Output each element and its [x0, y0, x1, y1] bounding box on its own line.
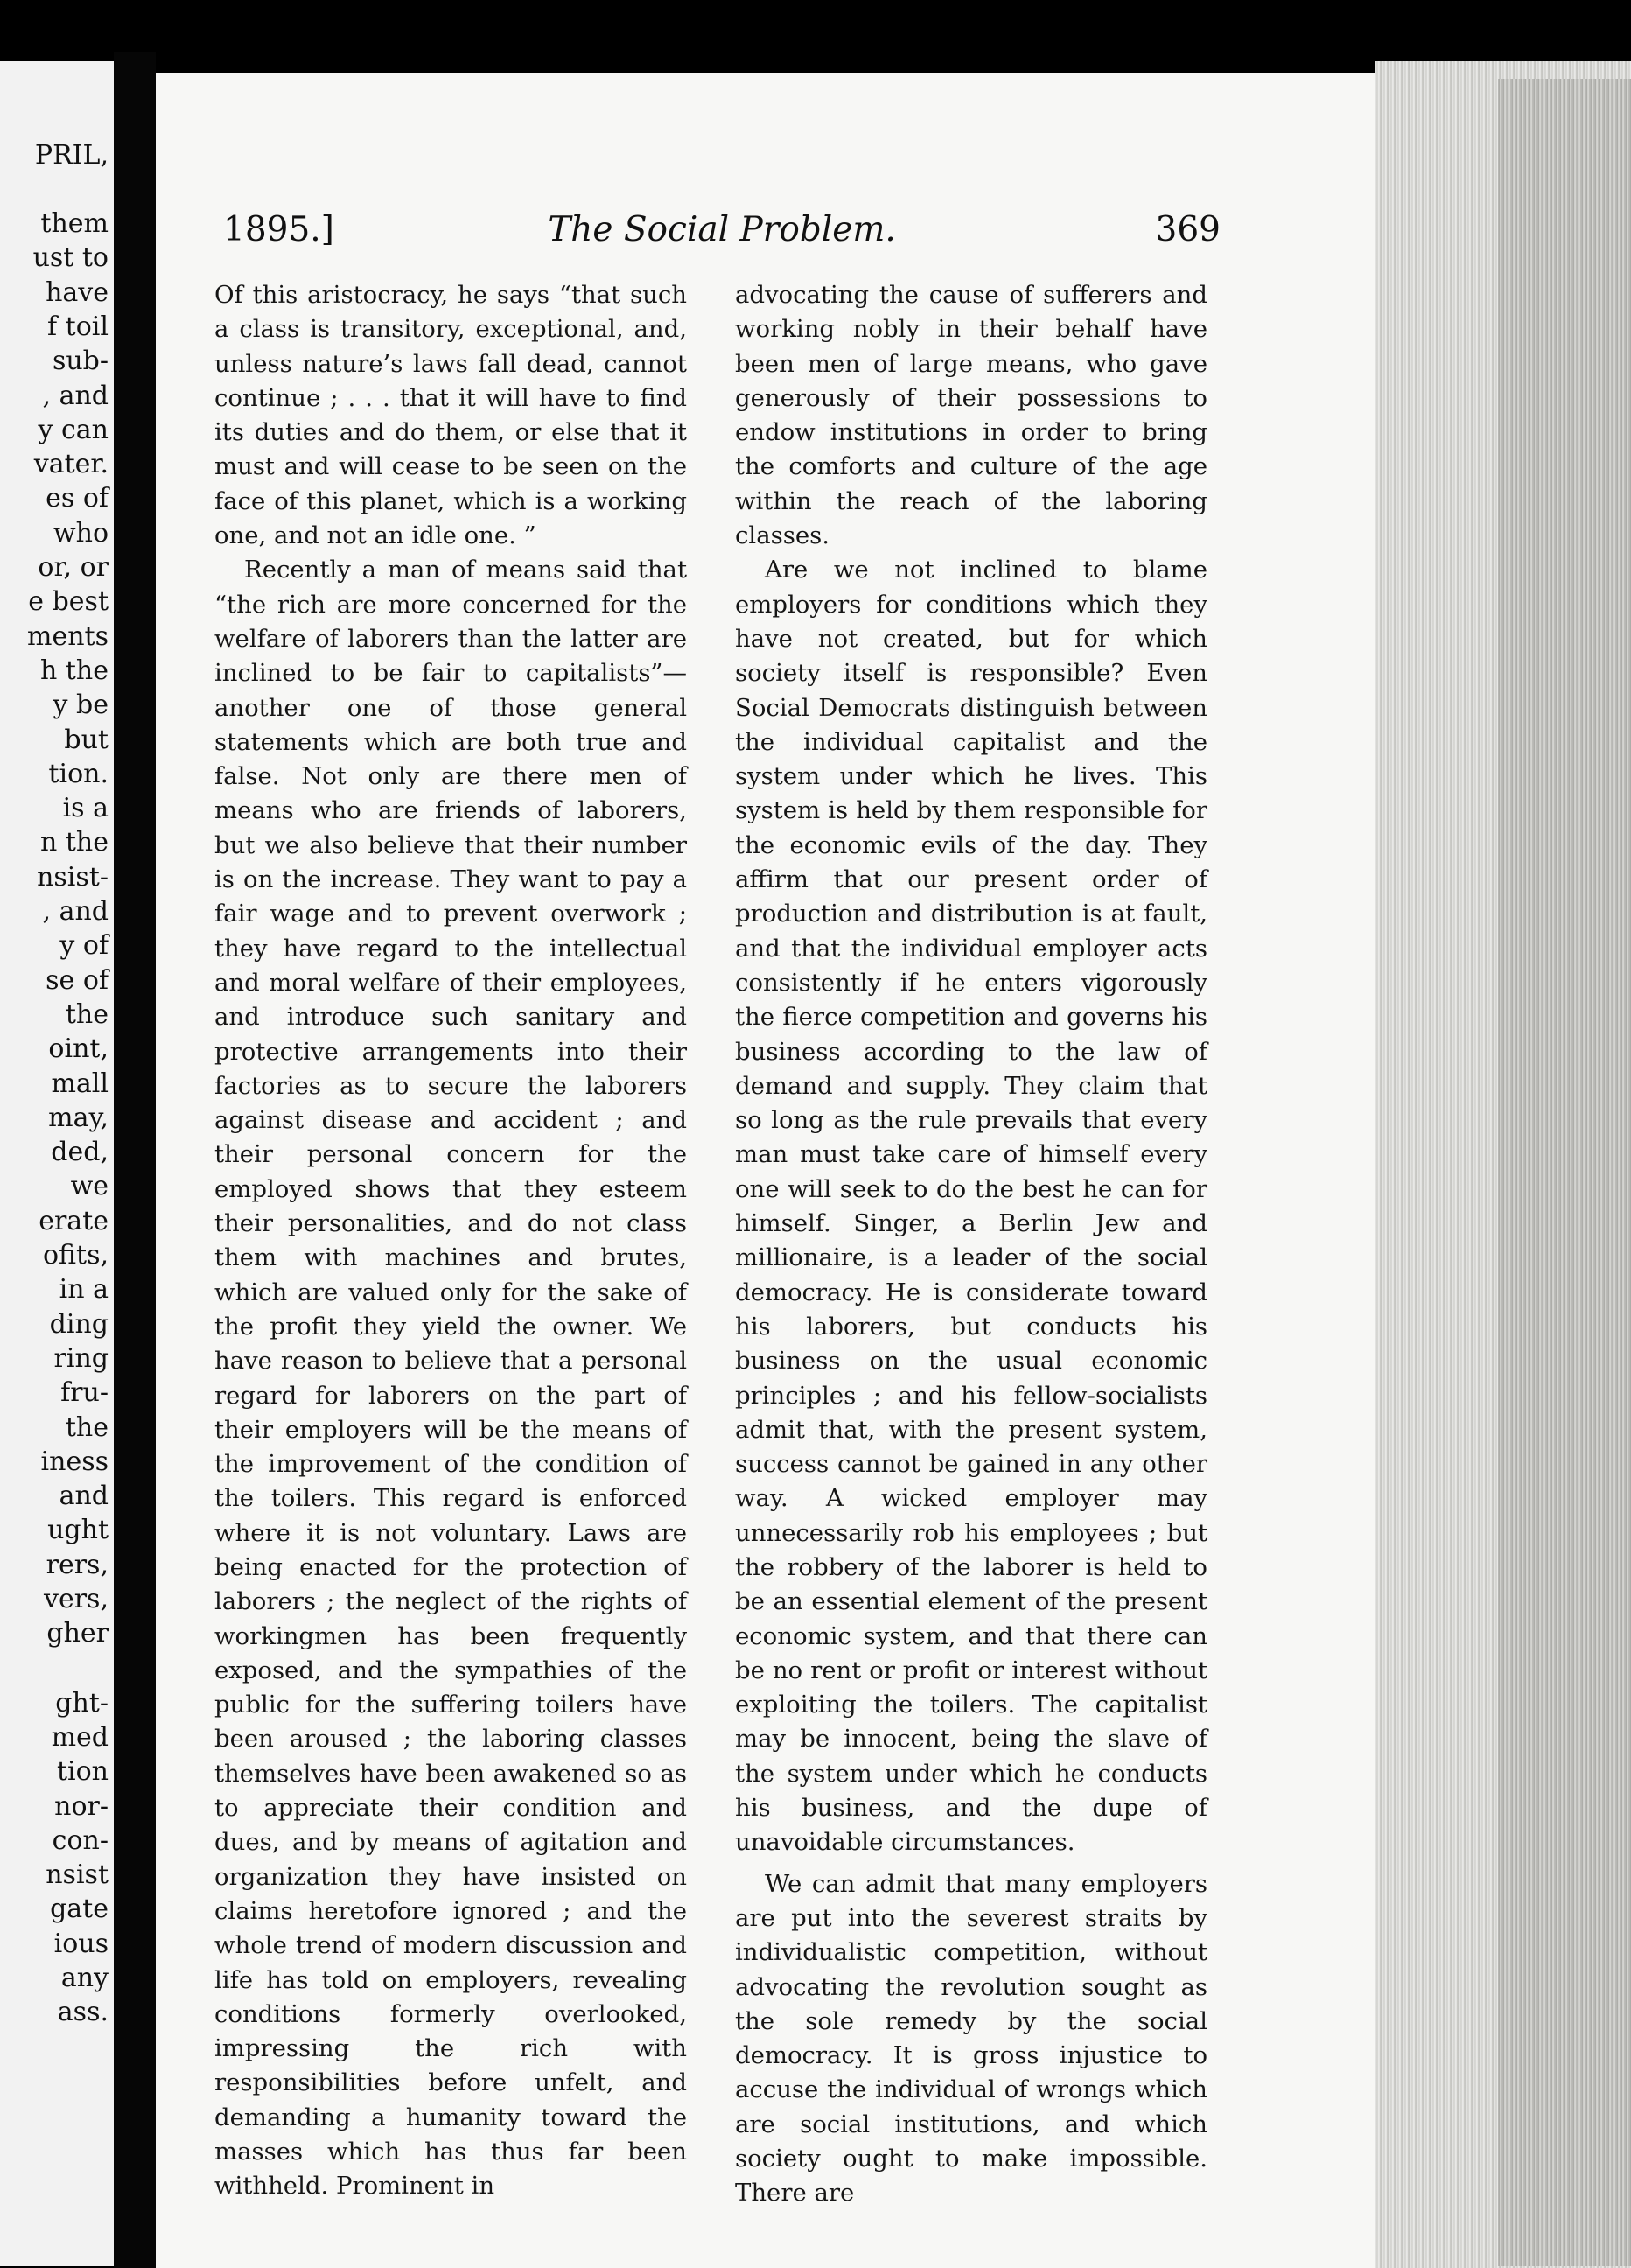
paragraph: Are we not inclined to blame employers for conditions which they have not created, but for which society itself is responsible? Even Social Democrats distinguish between the individual capitalist and the system under which he lives. This system is held by them responsible for the economic evils of the day. They affirm that our present order of production and distribution is at fault, and that the individual employer acts consistently if he enters vigorously the fierce competition and governs his business according to the law of demand and supply. They claim that so long as the rule prevails that every man must take care of himself every one will seek to do the best he can for himself. Singer, a Berlin Jew and millionaire, is a leader of the social democracy. He is considerate toward his laborers, but conducts his business on the usual economic principles ; and his fellow-socialists admit that, with the present system, success cannot be gained in any other way. A wicked employer may unnecessarily rob his employees ; but the robbery of the laborer is held to be an essential element of the present economic system, and that there can be no rent or profit or interest without exploiting the toilers. The capitalist may be innocent, being the slave of the system under which he conducts his business, and the dupe of unavoidable circumstances. [735, 556, 1208, 1857]
prev-page-fragment: have [46, 276, 108, 308]
prev-page-fragment: ments [27, 620, 108, 652]
prev-page-fragment: ass. [57, 1997, 108, 2028]
prev-page-fragment: them [40, 208, 108, 239]
prev-page-fragment: who [52, 517, 108, 549]
prev-page-fragment: oint, [48, 1033, 108, 1065]
prev-page-fragment: nsist [46, 1859, 108, 1891]
prev-page-fragment: gher [46, 1618, 108, 1649]
paragraph: Of this aristocracy, he says “that such a class is transitory, exceptional, and, unless nature’s laws fall dead, cannot continue ; . . . that it will have to find its duties and do them, or else that it must and will cease to be seen on the face of this planet, which is a working one, and not an idle one. ” [214, 281, 687, 550]
prev-page-fragment: we [70, 1171, 108, 1202]
prev-page-fragment: tion [56, 1756, 108, 1788]
prev-page-fragment: any [60, 1963, 108, 1993]
prev-page-fragment: erate [38, 1205, 108, 1236]
prev-page-fragment: ust to [32, 242, 108, 274]
prev-page-fragment: med [51, 1721, 108, 1753]
prev-page-fragment: but [64, 724, 108, 755]
prev-page-fragment: ding [49, 1308, 108, 1340]
left-column [214, 278, 687, 2204]
prev-page-fragment: PRIL, [34, 140, 108, 171]
prev-page-fragment: fru- [60, 1377, 108, 1409]
prev-page-fragment: , and [42, 380, 108, 411]
prev-page-fragment: ught [47, 1515, 108, 1546]
prev-page-fragment: es of [46, 483, 108, 514]
prev-page-fragment: y of [60, 930, 108, 962]
right-column [735, 278, 1208, 2211]
prev-page-fragment: ofits, [42, 1240, 108, 1270]
header-title: The Social Problem. [548, 210, 896, 249]
prev-page-fragment: nsist- [37, 861, 108, 892]
prev-page-fragment: n the [40, 827, 108, 858]
header-year: 1895.] [223, 210, 334, 249]
prev-page-fragment: se of [46, 964, 108, 996]
paragraph: We can admit that many employers are put into the severest straits by individualistic competition, without advocating the revolution sought as the sole remedy by the social democracy. It is gross injustice to accuse the individual of wrongs which are social institutions, and which society ought to make impossible. There are [735, 1869, 1208, 2208]
prev-page-fragment: mall [51, 1068, 108, 1099]
prev-page-fragment: is a [62, 793, 108, 824]
page-number: 369 [1155, 210, 1221, 249]
page-stack-edges [1376, 61, 1631, 2268]
prev-page-fragment: and [59, 1480, 108, 1512]
prev-page-fragment: , and [42, 896, 108, 927]
prev-page-fragment: ring [53, 1342, 108, 1374]
paragraph: Recently a man of means said that “the rich are more concerned for the welfare of laborers than the latter are inclined to be fair to capitalists”—another one of those general statements which are both true and false. Not only are there men of means who are friends of laborers, but we also believe that their number is on the increase. They want to pay a fair wage and to prevent overwork ; they have regard to the intellectual and moral welfare of their employees, and introduce such sanitary and protective arrangements into their factories as to secure the laborers against disease and accident ; and their personal concern for the employed shows that they esteem their personalities, and do not class them with machines and brutes, which are valued only for the sake of the profit they yield the owner. We have reason to believe that a personal regard for laborers on the part of their employers will be the means of the improvement of the condition of the toilers. This regard is enforced where it is not voluntary. Laws are being enacted for the protection of laborers ; the neglect of the rights of workingmen has been frequently exposed, and the sympathies of the public for the suffering toilers have been aroused ; the laboring classes themselves have been awakened so as to appreciate their condition and dues, and by means of agitation and organization they have insisted on claims heretofore ignored ; and the whole trend of modern discussion and life has told on employers, revealing conditions formerly overlooked, impressing the rich with responsibilities before unfelt, and demanding a humanity toward the masses which has thus far been withheld. Prominent in [214, 556, 687, 2201]
prev-page-fragment: ious [53, 1928, 108, 1959]
prev-page-fragment: vater. [33, 449, 108, 480]
prev-page-fragment: or, or [38, 552, 108, 583]
prev-page-fragment: h the [40, 654, 108, 686]
prev-page-fragment: may, [48, 1102, 108, 1133]
prev-page-fragment: f toil [47, 311, 108, 342]
prev-page-fragment: ght- [55, 1687, 108, 1718]
prev-page-fragment: iness [40, 1446, 108, 1477]
book-gutter [114, 52, 156, 2268]
prev-page-fragment: y be [52, 690, 108, 721]
prev-page-fragment: tion. [48, 758, 108, 789]
prev-page-fragment: the [65, 1411, 108, 1443]
previous-page-edge [0, 61, 114, 2266]
running-header [223, 210, 1221, 259]
prev-page-fragment: gate [50, 1894, 108, 1925]
paragraph: advocating the cause of sufferers and working nobly in their behalf have been men of large means, who gave generously of their possessions to endow institutions in order to bring the comforts and culture of the age within the reach of the laboring classes. [735, 281, 1208, 550]
prev-page-fragment: ded, [51, 1137, 108, 1168]
prev-page-fragment: sub- [52, 346, 108, 377]
prev-page-fragment: e best [28, 586, 108, 618]
prev-page-fragment: the [65, 998, 108, 1030]
prev-page-fragment: vers, [44, 1584, 108, 1614]
prev-page-fragment: rers, [46, 1549, 108, 1580]
prev-page-fragment: nor- [54, 1790, 108, 1822]
prev-page-fragment: in a [59, 1274, 108, 1306]
prev-page-fragment: con- [52, 1824, 108, 1856]
prev-page-fragment: y can [38, 414, 108, 445]
